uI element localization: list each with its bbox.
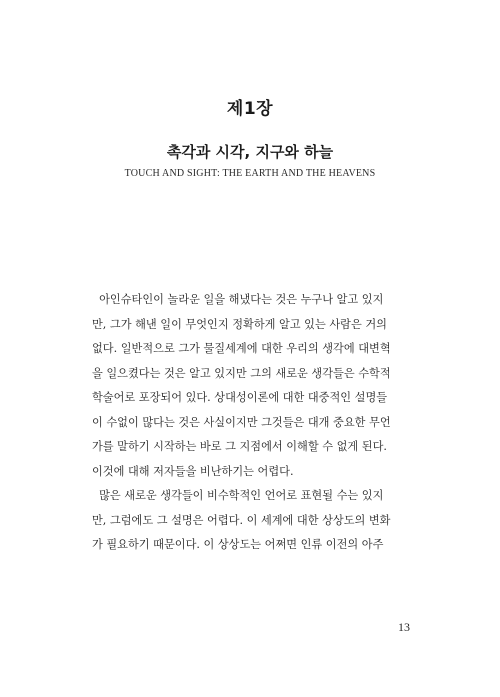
body-line: 가 필요하기 때문이다. 이 상상도는 어쩌면 인류 이전의 아주 bbox=[92, 538, 384, 551]
body-line: 학술어로 포장되어 있다. 상대성이론에 대한 대중적인 설명들 bbox=[92, 391, 388, 404]
body-line: 만, 그가 해낸 일이 무엇인지 정확하게 알고 있는 사람은 거의 bbox=[92, 317, 387, 331]
body-line: 가를 말하기 시작하는 바로 그 지점에서 이해할 수 없게 된다. bbox=[92, 440, 387, 453]
body-line: 이 수없이 많다는 것은 사실이지만 그것들은 대개 중요한 무언 bbox=[92, 415, 391, 429]
body-line: 이것에 대해 저자들을 비난하기는 어렵다. bbox=[92, 464, 294, 478]
page-number: 13 bbox=[398, 620, 410, 634]
chapter-number: 제1장 bbox=[226, 99, 274, 119]
body-line: 을 일으켰다는 것은 알고 있지만 그의 새로운 생각들은 수학적 bbox=[92, 366, 391, 380]
body-line: 아인슈타인이 놀라운 일을 해냈다는 것은 누구나 알고 있지 bbox=[92, 293, 384, 306]
body-line: 없다. 일반적으로 그가 물질세계에 대한 우리의 생각에 대변혁 bbox=[92, 342, 391, 355]
chapter-subtitle: TOUCH AND SIGHT: THE EARTH AND THE HEAVENS bbox=[124, 168, 376, 179]
chapter-title: 촉각과 시각, 지구와 하늘 bbox=[166, 143, 334, 161]
body-line: 많은 새로운 생각들이 비수학적인 언어로 표현될 수는 있지 bbox=[92, 489, 384, 502]
body-line: 만, 그럼에도 그 설명은 어렵다. 이 세계에 대한 상상도의 변화 bbox=[92, 513, 391, 527]
body-text bbox=[92, 288, 408, 558]
